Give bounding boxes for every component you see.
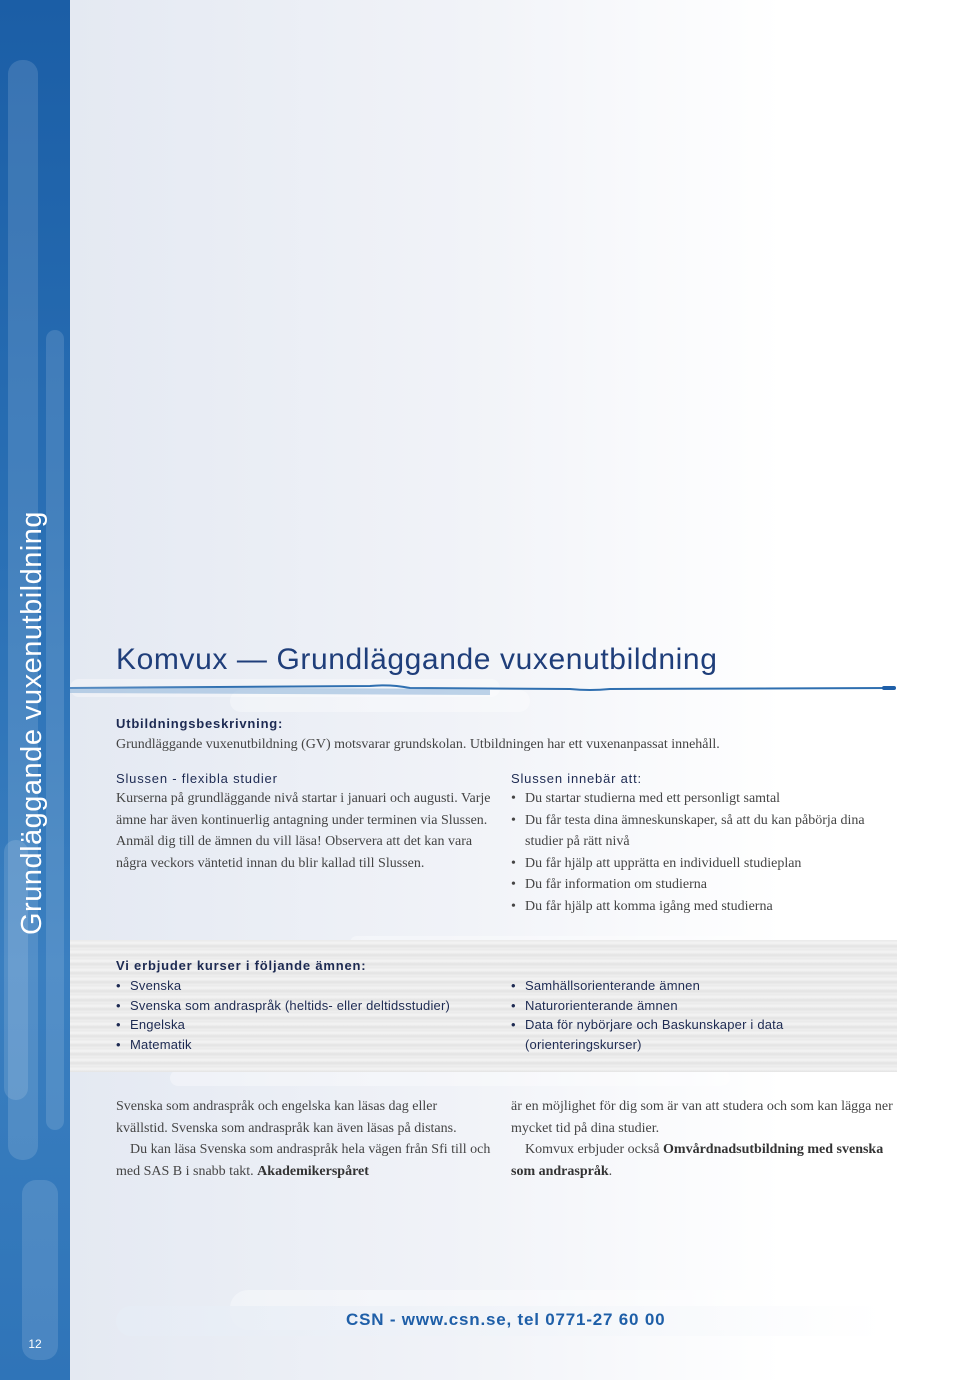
page-title: Komvux — Grundläggande vuxenutbildning — [116, 643, 718, 676]
bullet-icon: • — [511, 877, 516, 892]
paragraph-akademiker-continued: är en möjlighet för dig som är van att studera och som kan lägga ner mycket tid på dina studier. — [511, 1099, 893, 1136]
slussen-section — [116, 771, 491, 874]
innebar-section — [511, 771, 896, 917]
bullet-icon: • — [511, 997, 516, 1013]
bullet-icon: • — [511, 791, 516, 806]
list-item: • Engelska — [116, 1015, 506, 1035]
bottom-right-column — [511, 1096, 896, 1182]
sidebar-band — [0, 0, 70, 1380]
akademikerspar-link-text: Akademikerspåret — [257, 1163, 369, 1179]
bullet-icon: • — [511, 855, 516, 871]
decorative-stripe — [170, 1070, 730, 1086]
list-item: • Data för nybörjare och Baskunskaper i data (orienteringskurser) — [511, 1017, 784, 1053]
description-label: Utbildningsbeskrivning: — [116, 716, 284, 731]
paragraph-distance: Svenska som andraspråk och engelska kan läsas dag eller kvällstid. Svenska som andraspråk kan även läsas på distans. — [116, 1099, 457, 1136]
sidebar-title: Grundläggande vuxenutbildning — [16, 510, 48, 935]
footer-contact: CSN - www.csn.se, tel 0771-27 60 00 — [346, 1310, 666, 1329]
courses-list-left — [116, 976, 506, 1055]
paragraph-omvardnad: Komvux erbjuder också Omvårdnadsutbildning med svenska som andraspråk. — [511, 1142, 884, 1179]
list-item: • Samhällsorienterande ämnen — [511, 976, 896, 996]
description-section — [116, 716, 896, 756]
list-item: • Naturorienterande ämnen — [511, 996, 896, 1016]
innebar-label: Slussen innebär att: — [511, 771, 642, 786]
list-item: • Svenska — [116, 976, 506, 996]
title-underline — [70, 680, 900, 696]
list-item: • Du får information om studierna — [511, 874, 896, 896]
bullet-icon: • — [116, 1037, 121, 1053]
bullet-icon: • — [116, 1017, 121, 1033]
page-number: 12 — [28, 1337, 42, 1351]
bullet-icon: • — [116, 997, 121, 1013]
courses-label: Vi erbjuder kurser i följande ämnen: — [116, 958, 367, 973]
bottom-left-column — [116, 1096, 491, 1182]
slussen-text: Kurserna på grundläggande nivå startar i januari och augusti. Varje ämne har även kontinuerlig antagning under terminen via Slussen. Anmäl dig till de ämnen du vill läsa! Observera att det kan vara några veckors väntetid innan du blir kallad till Slussen. — [116, 791, 491, 871]
paragraph-akademiker: Du kan läsa Svenska som andraspråk hela vägen från Sfi till och med SAS B i snabb takt. Akademikerspåret — [116, 1142, 491, 1179]
list-item: • Svenska som andraspråk (heltids- eller deltidsstudier) — [116, 996, 506, 1016]
innebar-list — [511, 788, 896, 917]
description-text: Grundläggande vuxenutbildning (GV) motsvarar grundskolan. Utbildningen har ett vuxenanpassat innehåll. — [116, 737, 720, 752]
list-item: • Matematik — [116, 1035, 506, 1055]
list-item: • Du startar studierna med ett personligt samtal — [511, 788, 896, 810]
bullet-icon: • — [511, 812, 516, 828]
omvardnad-text: Omvårdnadsutbildning med svenska som andraspråk — [511, 1142, 884, 1179]
list-item: • Du får hjälp att upprätta en individuell studieplan — [511, 853, 896, 875]
bullet-icon: • — [511, 898, 516, 914]
list-item: • Du får hjälp att komma igång med studierna — [511, 896, 896, 918]
bullet-icon: • — [116, 978, 121, 993]
slussen-label: Slussen - flexibla studier — [116, 771, 278, 786]
bullet-icon: • — [511, 978, 516, 993]
bullet-icon: • — [511, 1017, 516, 1033]
courses-list-right — [511, 976, 896, 1055]
list-item: • Du får testa dina ämneskunskaper, så att du kan påbörja dina studier på rätt nivå — [511, 810, 896, 853]
